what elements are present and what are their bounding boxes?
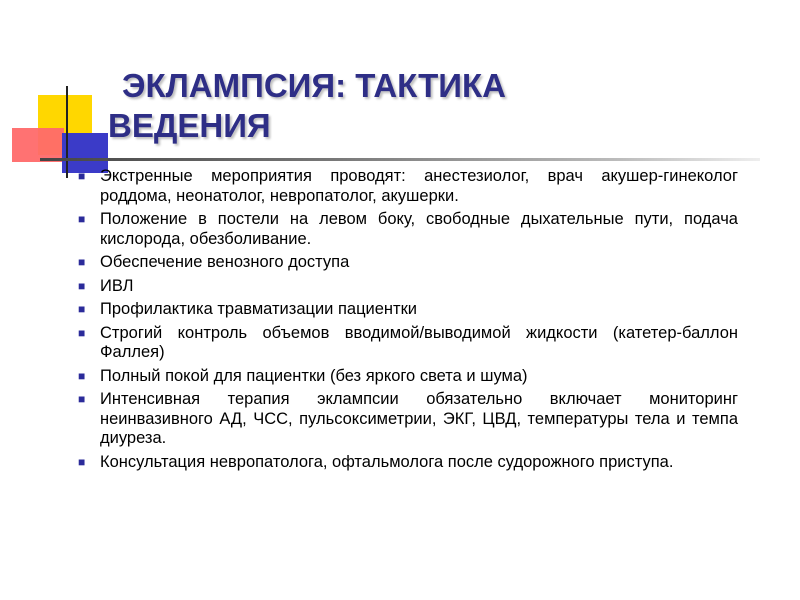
bullet-item [78, 277, 738, 297]
bullet-square-icon: ■ [78, 278, 86, 293]
bullet-square-icon: ■ [78, 392, 86, 406]
bullet-item [78, 324, 738, 363]
bullet-list [78, 167, 738, 476]
bullet-square-icon: ■ [78, 368, 86, 383]
slide-title-line-2: ВЕДЕНИЯ [108, 107, 271, 144]
title-divider-line [40, 158, 760, 161]
bullet-item [78, 300, 738, 320]
bullet-item [78, 253, 738, 273]
bullet-item [78, 210, 738, 249]
slide-title-line-1: ЭКЛАМПСИЯ: ТАКТИКА [122, 67, 506, 104]
bullet-square-icon: ■ [78, 325, 86, 340]
bullet-text: ИВЛ [100, 276, 134, 295]
bullet-square-icon: ■ [78, 302, 86, 316]
bullet-item [78, 390, 738, 449]
bullet-square-icon: ■ [78, 454, 86, 469]
bullet-text: Интенсивная терапия эклампсии обязательно включает мониторинг неинвазивного АД, ЧСС, пульсоксиметрии, ЭКГ, ЦВД, температуры тела и темпа диуреза. [100, 390, 738, 447]
bullet-text: Обеспечение венозного доступа [100, 253, 350, 271]
bullet-text: Строгий контроль объемов вводимой/выводимой жидкости (катетер-баллон Фаллея) [100, 323, 738, 361]
slide-title [108, 66, 668, 146]
bullet-square-icon: ■ [78, 212, 86, 226]
bullet-square-icon: ■ [78, 169, 86, 183]
bullet-text: Экстренные мероприятия проводят: анестезиолог, врач акушер-гинеколог роддома, неонатолог, невропатолог, акушерки. [100, 167, 738, 205]
bullet-text: Полный покой для пациентки (без яркого света и шума) [100, 366, 528, 385]
bullet-text: Положение в постели на левом боку, свободные дыхательные пути, подача кислорода, обезболивание. [100, 210, 738, 248]
decorative-vertical-line [66, 86, 68, 178]
bullet-item [78, 453, 738, 473]
bullet-item [78, 367, 738, 387]
bullet-item [78, 167, 738, 206]
bullet-square-icon: ■ [78, 255, 86, 269]
bullet-text: Профилактика травматизации пациентки [100, 300, 418, 318]
decorative-red-square [12, 128, 64, 162]
bullet-text: Консультация невропатолога, офтальмолога после судорожного приступа. [100, 452, 674, 471]
